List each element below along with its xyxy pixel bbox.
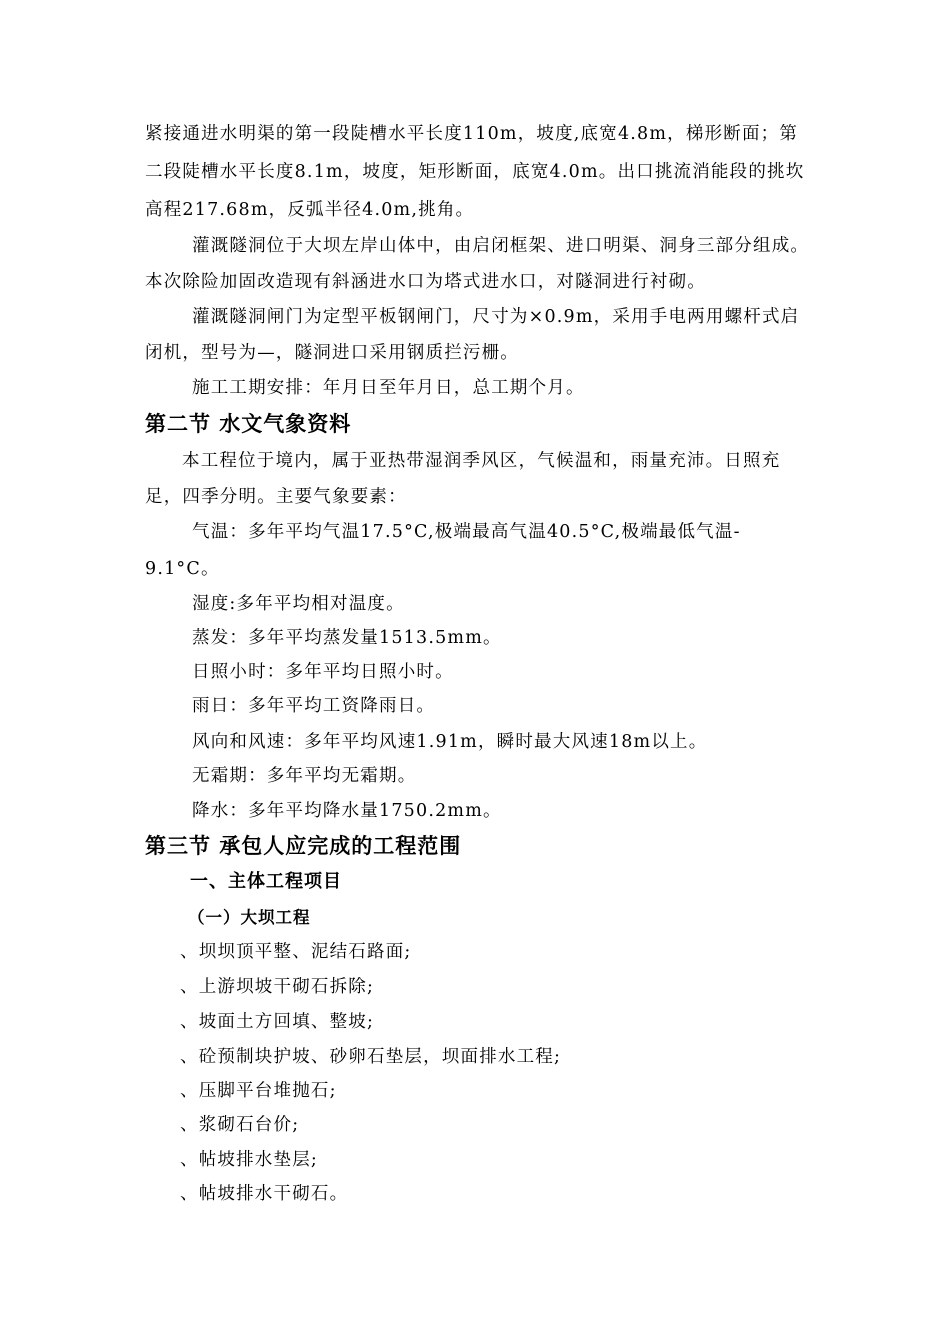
section-heading: 第二节 水文气象资料 — [145, 412, 352, 436]
paragraph-line: 灌溉隧洞位于大坝左岸山体中，由启闭框架、进口明渠、洞身三部分组成。 — [192, 236, 810, 256]
paragraph-line: 闭机，型号为—，隧洞进口采用钢质拦污栅。 — [145, 343, 519, 363]
paragraph-line: 灌溉隧洞闸门为定型平板钢闸门，尺寸为×0.9m，采用手电两用螺杆式启 — [192, 307, 800, 327]
list-item: 、坝坝顶平整、泥结石路面; — [180, 942, 412, 962]
weather-item: 日照小时：多年平均日照小时。 — [192, 662, 454, 682]
weather-item: 蒸发：多年平均蒸发量1513.5mm。 — [192, 628, 502, 648]
weather-item: 降水：多年平均降水量1750.2mm。 — [192, 801, 502, 821]
weather-item: 雨日：多年平均工资降雨日。 — [192, 696, 436, 716]
paragraph-line: 紧接通进水明渠的第一段陡槽水平长度110m，坡度,底宽4.8m，梯形断面；第 — [145, 124, 799, 144]
section-heading: 第三节 承包人应完成的工程范围 — [145, 834, 462, 858]
paragraph-line: 施工工期安排：年月日至年月日，总工期个月。 — [192, 378, 585, 398]
paragraph-line: 9.1°C。 — [145, 559, 220, 579]
list-item: 、上游坝坡干砌石拆除; — [180, 977, 375, 997]
paragraph-line: 本次除险加固改造现有斜涵进水口为塔式进水口，对隧洞进行衬砌。 — [145, 272, 706, 292]
list-item: 、砼预制块护坡、砂卵石垫层，坝面排水工程; — [180, 1047, 562, 1067]
paragraph-line: 二段陡槽水平长度8.1m，坡度，矩形断面，底宽4.0m。出口挑流消能段的挑坎 — [145, 162, 805, 182]
weather-item: 湿度:多年平均相对温度。 — [192, 594, 405, 614]
subsection-heading: 一、主体工程项目 — [190, 871, 342, 892]
paragraph-line: 本工程位于境内，属于亚热带湿润季风区，气候温和，雨量充沛。日照充 — [182, 451, 781, 471]
list-item: 、浆砌石台价; — [180, 1115, 300, 1135]
paragraph-line: 高程217.68m，反弧半径4.0m,挑角。 — [145, 200, 475, 220]
list-item: 、压脚平台堆抛石; — [180, 1081, 337, 1101]
list-item: 、帖坡排水垫层; — [180, 1150, 318, 1170]
weather-item: 风向和风速：多年平均风速1.91m，瞬时最大风速18m以上。 — [192, 732, 708, 752]
list-item: 、坡面土方回填、整坡; — [180, 1012, 375, 1032]
subsubsection-heading: （一）大坝工程 — [188, 908, 311, 927]
paragraph-line: 气温：多年平均气温17.5°C,极端最高气温40.5°C,极端最低气温- — [192, 522, 741, 542]
weather-item: 无霜期：多年平均无霜期。 — [192, 766, 417, 786]
paragraph-line: 足，四季分明。主要气象要素： — [145, 487, 407, 507]
list-item: 、帖坡排水干砌石。 — [180, 1184, 349, 1204]
